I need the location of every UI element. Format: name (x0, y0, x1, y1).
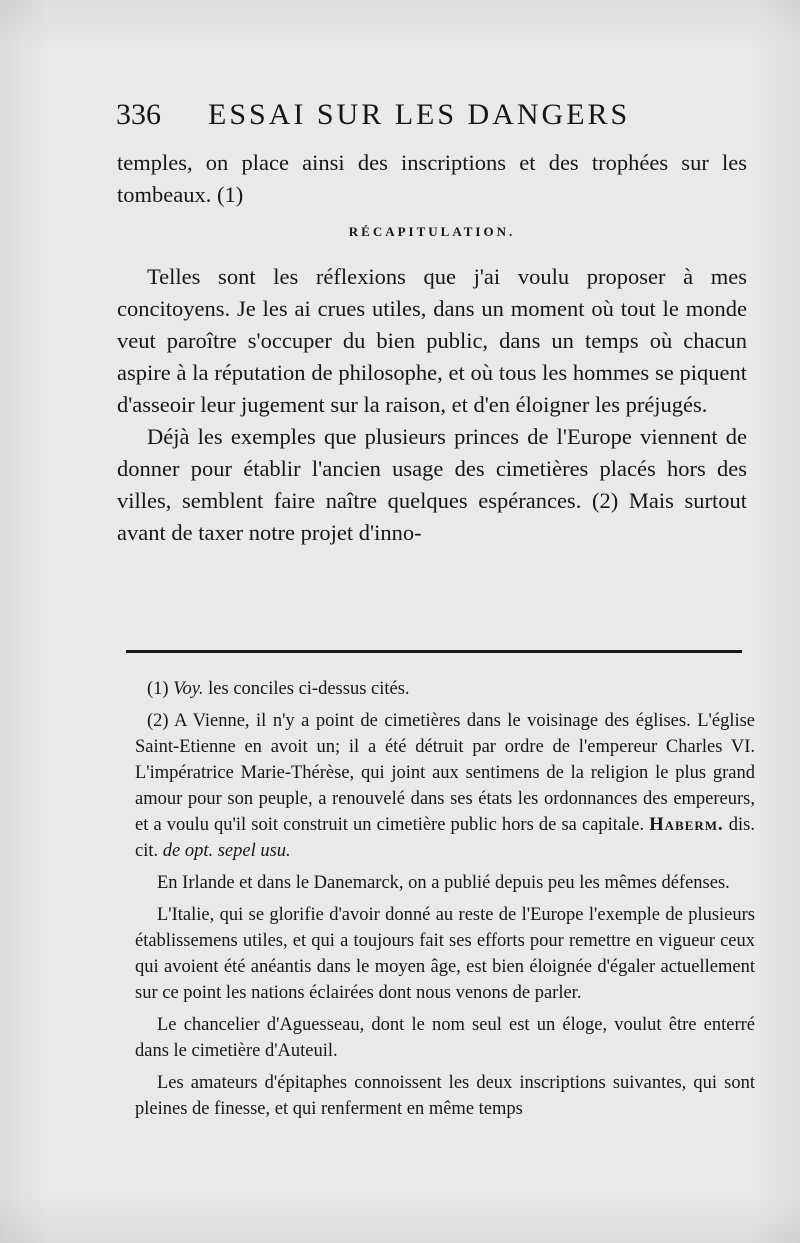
continuation-paragraph: temples, on place ainsi des inscriptions et des trophées sur les tombeaux. (1) (117, 150, 747, 207)
footnote-2-marker: (2) (147, 711, 169, 731)
footnote-2-author: Haberm. (649, 815, 724, 835)
running-header (116, 98, 656, 132)
footnotes (135, 676, 755, 1128)
page-number: 336 (116, 98, 161, 131)
footnote-1-marker: (1) (147, 679, 169, 699)
footnote-paragraph-4: Les amateurs d'épitaphes connoissent les deux inscriptions suivantes, qui sont pleines de finesse, et qui renferment en même temps (135, 1073, 755, 1119)
footnote-1-text: les conciles ci-dessus cités. (208, 679, 410, 699)
footnote-1-abbrev: Voy. (173, 679, 204, 699)
footnote-2-text: A Vienne, il n'y a point de cimetières dans le voisinage des églises. L'église Saint-Etienne en avoit un; il a été détruit par ordre de l'empereur Charles VI. L'impératrice Marie-Thérèse, qui joint aux sentimens de la religion le plus grand amour pour son peuple, a renouvelé dans ses états les ordonnances des empereurs, et a voulu qu'il soit construit un cimetière public hors de sa capitale. (135, 711, 756, 835)
footnote-divider (126, 650, 742, 653)
footnote-1 (135, 676, 755, 702)
footnote-paragraph-1: En Irlande et dans le Danemarck, on a publié depuis peu les mêmes défenses. (157, 873, 730, 893)
footnote-paragraph-2: L'Italie, qui se glorifie d'avoir donné au reste de l'Europe l'exemple de plusieurs établissemens utiles, et qui a toujours fait ses efforts pour remettre en vigueur ceux qui avoient été anéantis dans le moyen âge, est bien éloignée d'égaler actuellement sur ce point les nations éclairées dont nous venons de parler. (135, 905, 755, 1003)
running-title: ESSAI SUR LES DANGERS (208, 98, 631, 131)
footnote-2-cit: dis. cit. (135, 815, 756, 861)
body-paragraph-2: Déjà les exemples que plusieurs princes de l'Europe viennent de donner pour établir l'ancien usage des cimetières placés hors des villes, semblent faire naître quelques espérances. (2) Mais surtout avant de taxer notre projet d'inno- (117, 424, 747, 545)
section-heading: RÉCAPITULATION. (348, 224, 516, 239)
footnote-2-work: de opt. sepel usu. (162, 841, 291, 861)
main-text (117, 147, 747, 549)
footnote-2 (135, 708, 755, 864)
body-paragraph-1: Telles sont les réflexions que j'ai voulu proposer à mes concitoyens. Je les ai crues utiles, dans un moment où tout le monde veut paroître s'occuper du bien public, dans un temps où chacun aspire à la réputation de philosophe, et où tous les hommes se piquent d'asseoir leur jugement sur la raison, et d'en éloigner les préjugés. (117, 264, 747, 417)
footnote-paragraph-3: Le chancelier d'Aguesseau, dont le nom seul est un éloge, voulut être enterré dans le cimetière d'Auteuil. (135, 1015, 755, 1061)
